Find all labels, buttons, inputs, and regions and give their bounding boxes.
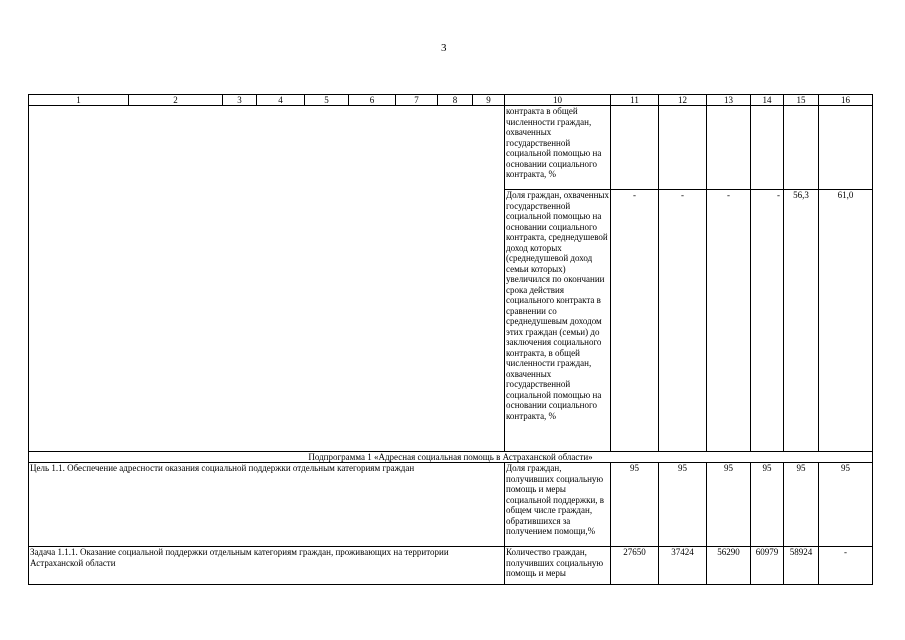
header-cell: 2: [129, 95, 223, 106]
value-cell: -: [751, 190, 784, 452]
header-cell: 10: [505, 95, 611, 106]
value-cell: 95: [819, 463, 873, 547]
header-cell: 9: [473, 95, 505, 106]
value-cell: [611, 106, 659, 190]
table-row: [29, 463, 873, 547]
task-cell: Задача 1.1.1. Оказание социальной поддержки отдельным категориям граждан, проживающих на территории Астраханской области: [29, 547, 505, 585]
header-cell: 16: [819, 95, 873, 106]
header-cell: 7: [396, 95, 438, 106]
indicator-cell: контракта в общей численности граждан, охваченных государственной социальной помощью на основании социального контракта, %: [505, 106, 611, 190]
indicator-cell: Количество граждан, получивших социальную помощь и меры: [505, 547, 611, 585]
header-cell: 15: [784, 95, 819, 106]
goal-cell: Цель 1.1. Обеспечение адресности оказания социальной поддержки отдельным категориям граждан: [29, 463, 505, 547]
table-row: [29, 190, 873, 452]
value-cell: -: [819, 547, 873, 585]
value-cell: [784, 106, 819, 190]
value-cell: -: [611, 190, 659, 452]
header-cell: 1: [29, 95, 129, 106]
header-cell: 3: [223, 95, 257, 106]
subprogram-title: Подпрограмма 1 «Адресная социальная помощь в Астраханской области»: [29, 452, 873, 463]
empty-cell: [29, 190, 505, 452]
header-cell: 13: [707, 95, 751, 106]
header-cell: 5: [305, 95, 349, 106]
header-row: [29, 95, 873, 106]
value-cell: [659, 106, 707, 190]
header-cell: 14: [751, 95, 784, 106]
value-cell: 56,3: [784, 190, 819, 452]
value-cell: 60979: [751, 547, 784, 585]
header-cell: 8: [438, 95, 473, 106]
value-cell: -: [707, 190, 751, 452]
value-cell: 61,0: [819, 190, 873, 452]
header-cell: 11: [611, 95, 659, 106]
value-cell: [819, 106, 873, 190]
value-cell: 95: [784, 463, 819, 547]
header-cell: 12: [659, 95, 707, 106]
value-cell: 58924: [784, 547, 819, 585]
empty-cell: [29, 106, 505, 190]
header-cell: 6: [349, 95, 396, 106]
page-number: 3: [441, 42, 447, 54]
indicators-table: [28, 94, 873, 585]
value-cell: 95: [611, 463, 659, 547]
value-cell: 56290: [707, 547, 751, 585]
header-cell: 4: [257, 95, 305, 106]
value-cell: [707, 106, 751, 190]
indicator-cell: Доля граждан, получивших социальную помощь и меры социальной поддержки, в общем числе граждан, обратившихся за получением помощи,%: [505, 463, 611, 547]
value-cell: 95: [751, 463, 784, 547]
value-cell: 95: [659, 463, 707, 547]
value-cell: [751, 106, 784, 190]
value-cell: 95: [707, 463, 751, 547]
table-row: [29, 106, 873, 190]
table-row: [29, 547, 873, 585]
value-cell: 27650: [611, 547, 659, 585]
value-cell: -: [659, 190, 707, 452]
indicator-cell: Доля граждан, охваченных государственной социальной помощью на основании социального контракта, среднедушевой доход которых (среднедушевой доход семьи которых) увеличился по окончании срока действия социального контракта в сравнении со среднедушевым доходом этих граждан (семьи) до заключения социального контракта, в общей численности граждан, охваченных государственной социальной помощью на основании социального контракта, %: [505, 190, 611, 452]
subprogram-row: [29, 452, 873, 463]
value-cell: 37424: [659, 547, 707, 585]
